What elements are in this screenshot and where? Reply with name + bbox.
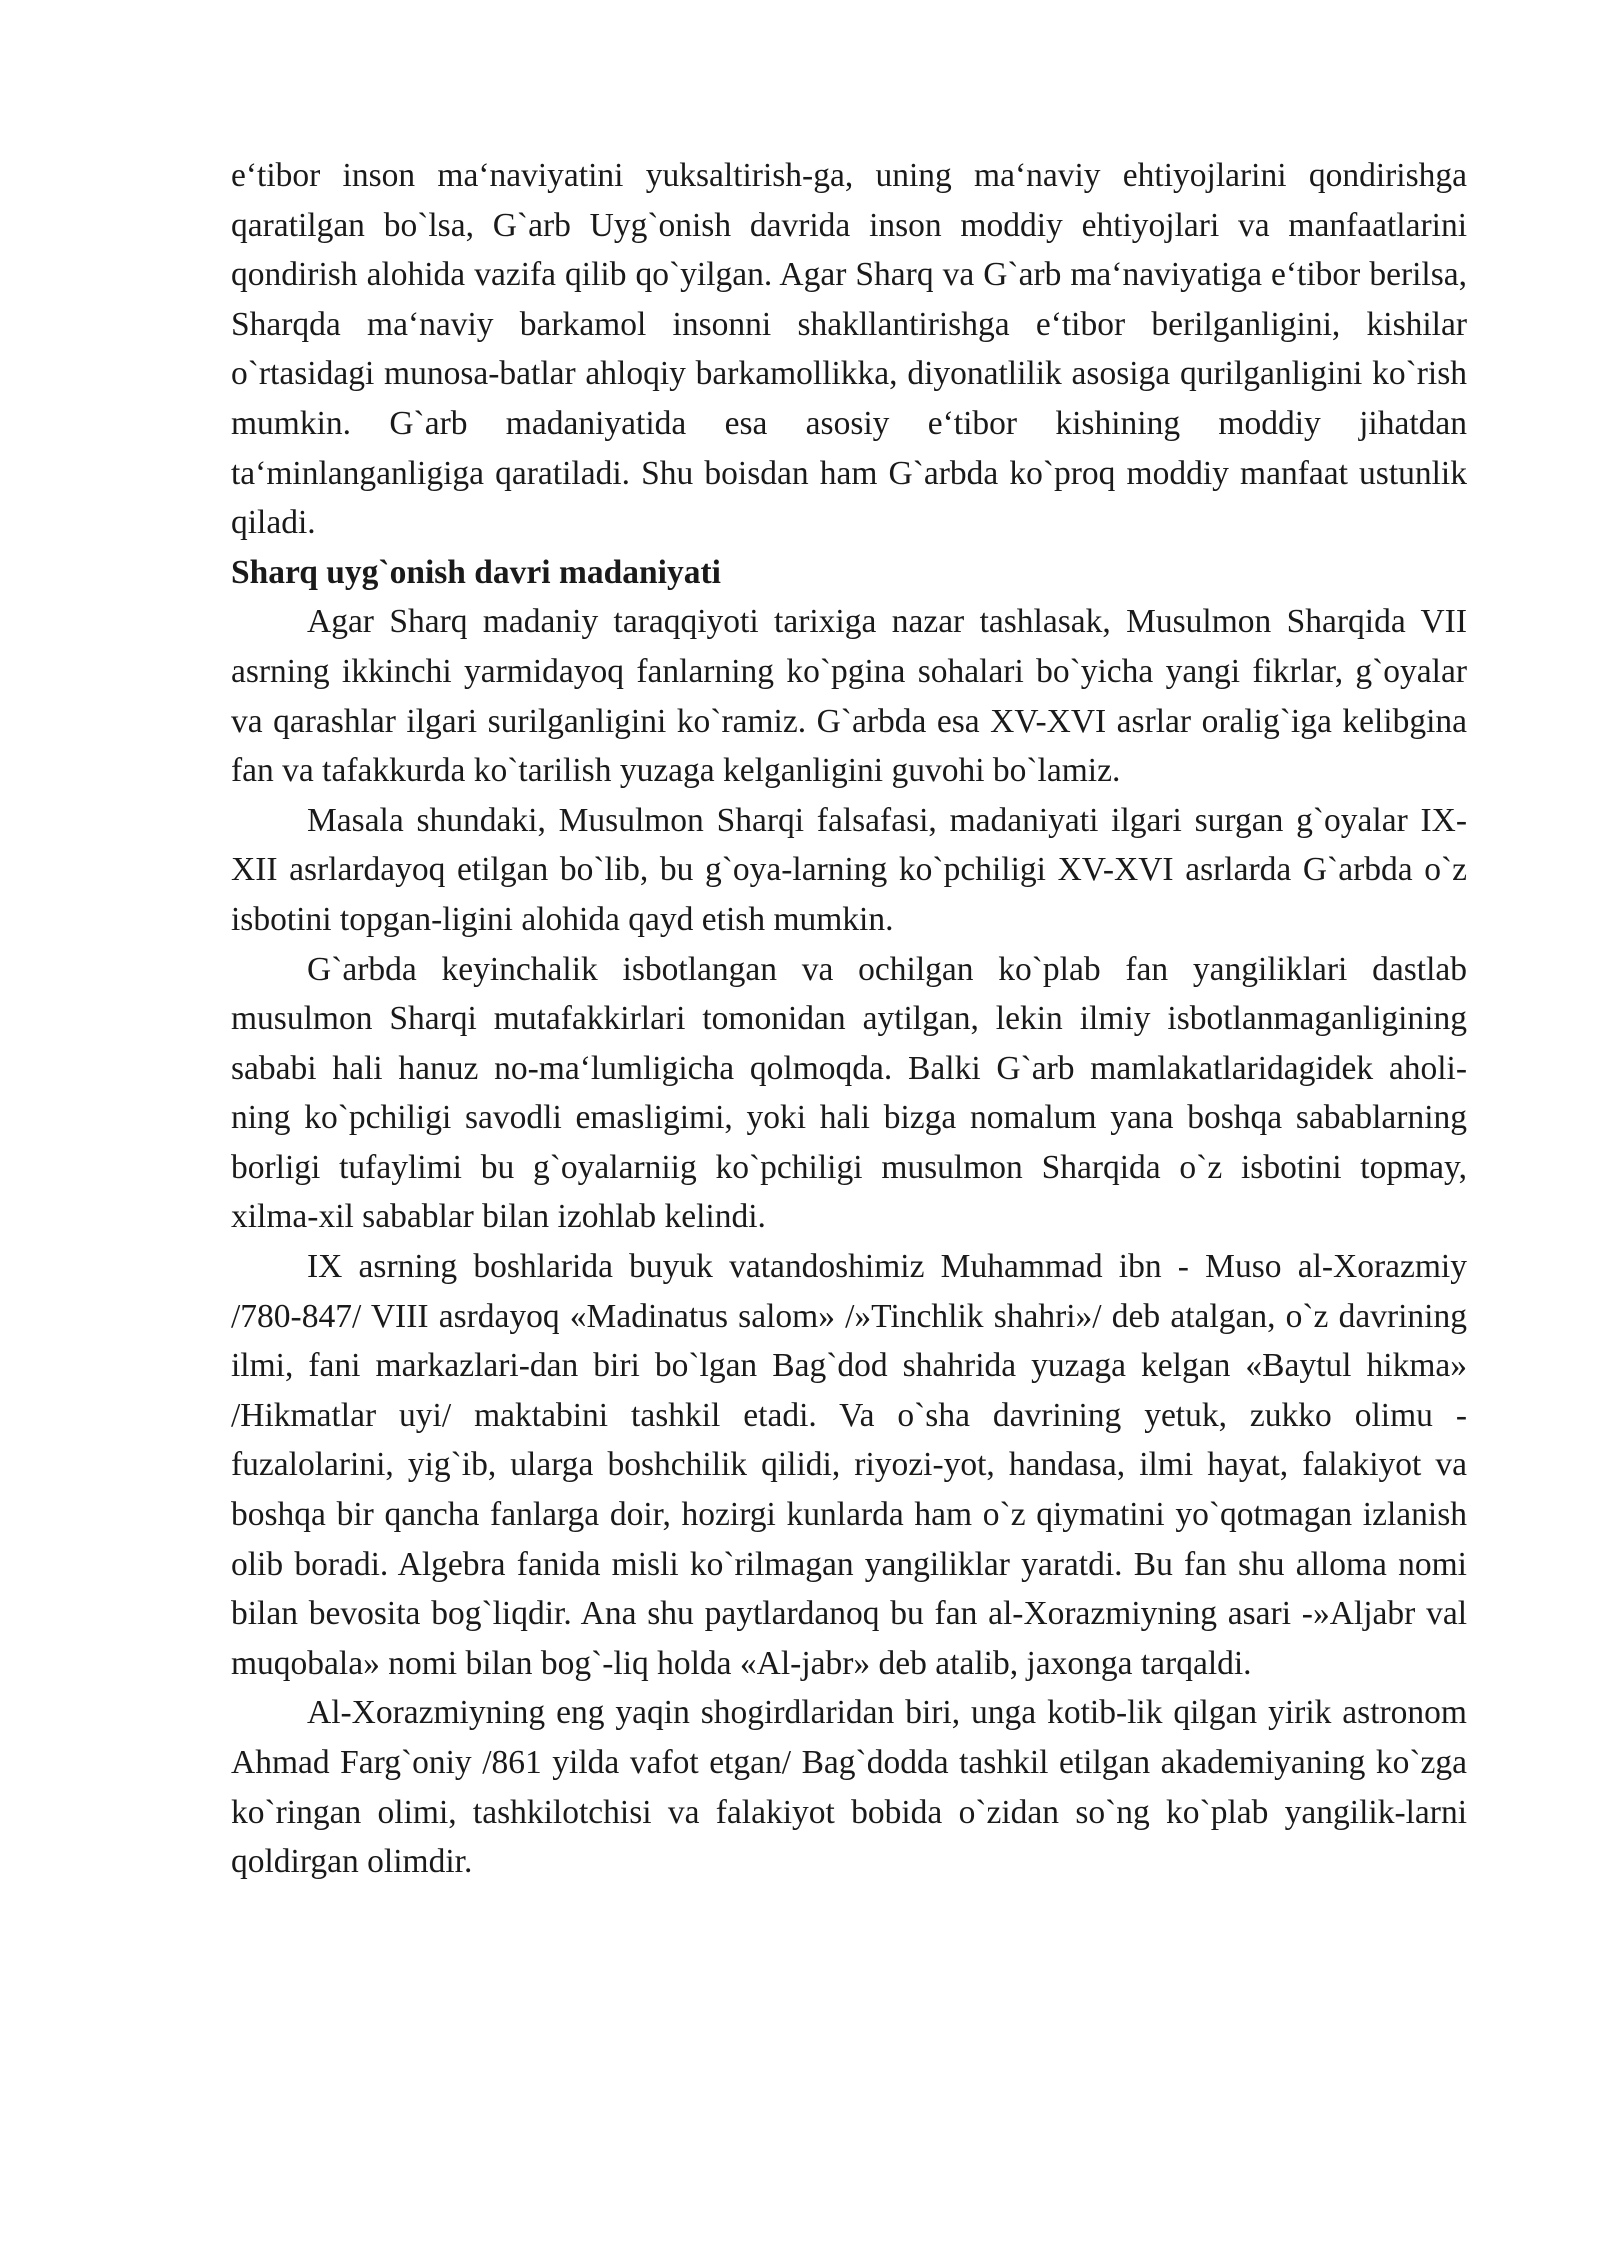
intro-paragraph: e‘tibor inson ma‘naviyatini yuksaltirish-ga, uning ma‘naviy ehtiyojlarini qondirishga qaratilgan bo`lsa, G`arb Uyg`onish davrida inson moddiy ehtiyojlari va manfaatlarini qondirish alohida vazifa qilib qo`yilgan. Agar Sharq va G`arb ma‘naviyatiga e‘tibor berilsa, Sharqda ma‘naviy barkamol insonni shakllantirishga e‘tibor berilganligini, kishilar o`rtasidagi munosa-batlar ahloqiy barkamollikka, diyonatlilik asosiga qurilganligini ko`rish mumkin. G`arb madaniyatida esa asosiy e‘tibor kishining moddiy jihatdan ta‘minlanganligiga qaratiladi. Shu boisdan ham G`arbda ko`proq moddiy manfaat ustunlik qiladi. — [231, 157, 1467, 542]
section-heading: Sharq uyg`onish davri madaniyati — [231, 553, 721, 591]
body-paragraph-2: Masala shundaki, Musulmon Sharqi falsafasi, madaniyati ilgari surgan g`oyalar IX-XII asrlardayoq etilgan bo`lib, bu g`oya-larning ko`pchiligi XV-XVI asrlarda G`arbda o`z isbotini topgan-ligini alohida qayd etish mumkin. — [231, 801, 1467, 938]
body-paragraph-5: Al-Xorazmiyning eng yaqin shogirdlaridan biri, unga kotib-lik qilgan yirik astronom Ahmad Farg`oniy /861 yilda vafot etgan/ Bag`dodda tashkil etilgan akademiyaning ko`zga ko`ringan olimi, tashkilotchisi va falakiyot bobida o`zidan so`ng ko`plab yangilik-larni qoldirgan olimdir. — [231, 1694, 1467, 1881]
body-paragraph-4: IX asrning boshlarida buyuk vatandoshimiz Muhammad ibn - Muso al-Xorazmiy /780-847/ VIII asrdayoq «Madinatus salom» /»Tinchlik shahri»/ deb atalgan, o`z davrining ilmi, fani markazlari-dan biri bo`lgan Bag`dod shahrida yuzaga kelgan «Baytul hikma» /Hikmatlar uyi/ maktabini tashkil etadi. Va o`sha davrining yetuk, zukko olimu - fuzalolarini, yig`ib, ularga boshchilik qilidi, riyozi-yot, handasa, ilmi hayat, falakiyot va boshqa bir qancha fanlarga doir, hozirgi kunlarda ham o`z qiymatini yo`qotmagan izlanish olib boradi. Algebra fanida misli ko`rilmagan yangiliklar yaratdi. Bu fan shu alloma nomi bilan bevosita bog`liqdir. Ana shu paytlardanoq bu fan al-Xorazmiyning asari -»Aljabr val muqobala» nomi bilan bog`-liq holda «Al-jabr» deb atalib, jaxonga tarqaldi. — [231, 1248, 1467, 1682]
body-paragraph-3: G`arbda keyinchalik isbotlangan va ochilgan ko`plab fan yangiliklari dastlab musulmon Sharqi mutafakkirlari tomonidan aytilgan, lekin ilmiy isbotlanmaganligining sababi hali hanuz no-ma‘lumligicha qolmoqda. Balki G`arb mamlakatlaridagidek aholi-ning ko`pchiligi savodli emasligimi, yoki hali bizga nomalum yana boshqa sabablarning borligi tufaylimi bu g`oyalarniig ko`pchiligi musulmon Sharqida o`z isbotini topmay, xilma-xil sabablar bilan izohlab kelindi. — [231, 950, 1467, 1236]
body-paragraph-1: Agar Sharq madaniy taraqqiyoti tarixiga nazar tashlasak, Musulmon Sharqida VII asrning ikkinchi yarmidayoq fanlarning ko`pgina sohalari bo`yicha yangi fikrlar, g`oyalar va qarashlar ilgari surilganligini ko`ramiz. G`arbda esa XV-XVI asrlar oralig`iga kelibgina fan va tafakkurda ko`tarilish yuzaga kelganligini guvohi bo`lamiz. — [231, 603, 1467, 790]
document-body — [231, 151, 1467, 1887]
